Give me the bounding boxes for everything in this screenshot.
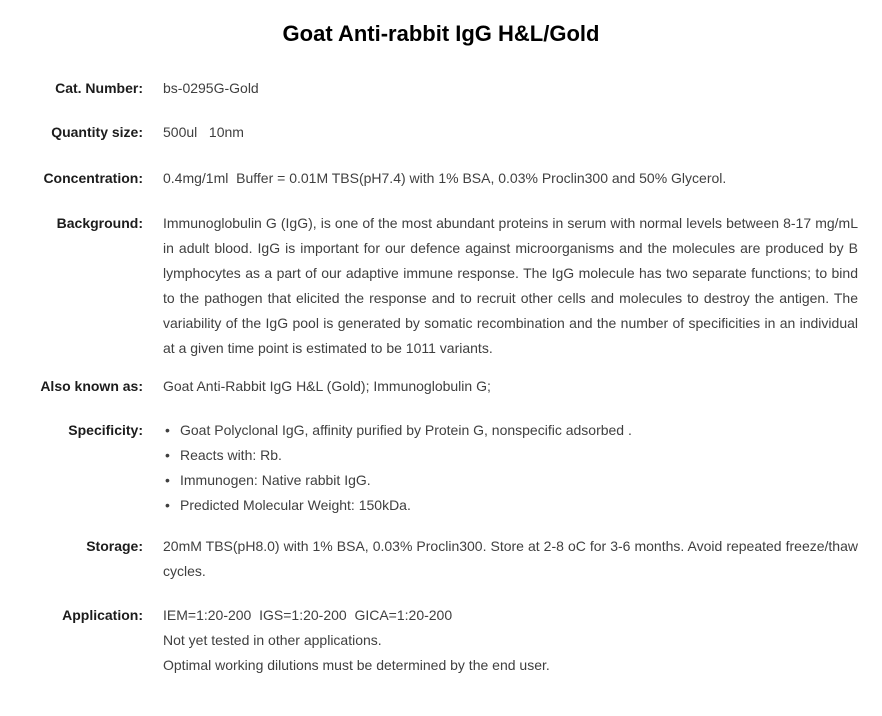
application-lines xyxy=(163,603,858,678)
specificity-item: • Goat Polyclonal IgG, affinity purified by Protein G, nonspecific adsorbed . xyxy=(163,418,858,443)
application-disclaimer: Optimal working dilutions must be determined by the end user. xyxy=(163,657,550,673)
row-quantity-size xyxy=(0,120,858,145)
page-title: Goat Anti-rabbit IgG H&L/Gold xyxy=(282,21,600,46)
cat-number-value: bs-0295G-Gold xyxy=(163,80,259,96)
application-label: Application: xyxy=(62,607,143,623)
cat-number-label: Cat. Number: xyxy=(55,80,143,96)
concentration-label: Concentration: xyxy=(43,170,143,186)
row-concentration xyxy=(0,166,858,191)
background-label: Background: xyxy=(56,215,143,231)
quantity-size-value: 500ul 10nm xyxy=(163,124,244,140)
application-note: Not yet tested in other applications. xyxy=(163,632,382,648)
background-text: Immunoglobulin G (IgG), is one of the most abundant proteins in serum with normal levels between 8-17 mg/mL in adult blood. IgG is important for our defence against microorganisms and the molecules are produced by B lymphocytes as a part of our adaptive immune response. The IgG molecule has two separate functions; to bind to the pathogen that elicited the response and to recruit other cells and molecules to destroy the antigen. The variability of the IgG pool is generated by somatic recombination and the number of specificities in an individual at a given time point is estimated to be 1011 variants. xyxy=(163,215,858,356)
row-cat-number xyxy=(0,76,858,101)
row-also-known-as xyxy=(0,374,858,399)
specificity-list-wrap xyxy=(163,418,858,518)
storage-text: 20mM TBS(pH8.0) with 1% BSA, 0.03% Proclin300. Store at 2-8 oC for 3-6 months. Avoid repeated freeze/thaw cycles. xyxy=(163,538,858,579)
row-background xyxy=(0,211,858,361)
specificity-item: • Predicted Molecular Weight: 150kDa. xyxy=(163,493,858,518)
quantity-size-label: Quantity size: xyxy=(51,124,143,140)
storage-label: Storage: xyxy=(86,538,143,554)
row-specificity xyxy=(0,418,858,518)
row-storage xyxy=(0,534,858,584)
also-known-as-value: Goat Anti-Rabbit IgG H&L (Gold); Immunoglobulin G; xyxy=(163,378,491,394)
row-application xyxy=(0,603,858,678)
specificity-item: • Immunogen: Native rabbit IgG. xyxy=(163,468,858,493)
concentration-value: 0.4mg/1ml Buffer = 0.01M TBS(pH7.4) with 1% BSA, 0.03% Proclin300 and 50% Glycerol. xyxy=(163,170,727,186)
specificity-list xyxy=(163,418,858,518)
specificity-item: • Reacts with: Rb. xyxy=(163,443,858,468)
application-dilutions: IEM=1:20-200 IGS=1:20-200 GICA=1:20-200 xyxy=(163,607,453,623)
specificity-label: Specificity: xyxy=(68,422,143,438)
also-known-as-label: Also known as: xyxy=(40,378,143,394)
